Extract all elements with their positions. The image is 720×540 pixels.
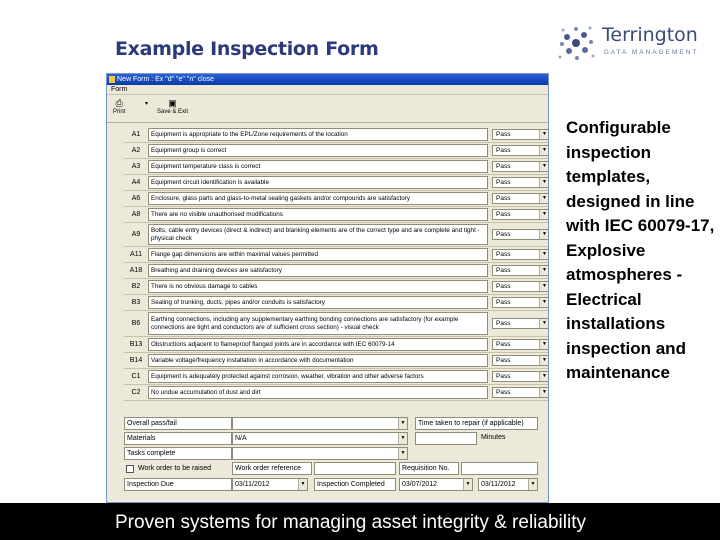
inspection-due-date[interactable]: 03/11/2012 ▼ bbox=[232, 478, 308, 491]
chevron-down-icon: ▼ bbox=[539, 146, 549, 155]
check-result-select[interactable] bbox=[492, 339, 549, 350]
requisition-input[interactable] bbox=[461, 462, 538, 475]
check-description: Sealing of trunking, ducts, pipes and/or conduits is satisfactory bbox=[148, 296, 488, 309]
minutes-input[interactable] bbox=[415, 432, 477, 445]
check-code: B6 bbox=[131, 320, 141, 327]
chevron-down-icon: ▼ bbox=[539, 340, 549, 349]
footer-text: Proven systems for managing asset integrity & reliability bbox=[115, 512, 586, 533]
check-row bbox=[124, 369, 549, 385]
check-code: B13 bbox=[129, 341, 143, 348]
check-description: Earthing connections, including any supplementary earthing bonding connections are satisfactory (for example connections are tight and conductors are of sufficient cross section) - visual check bbox=[148, 312, 488, 335]
check-code: B14 bbox=[129, 357, 143, 364]
chevron-down-icon: ▼ bbox=[539, 194, 549, 203]
chevron-down-icon: ▼ bbox=[539, 178, 549, 187]
overall-select[interactable] bbox=[232, 417, 408, 430]
overall-label: Overall pass/fail bbox=[124, 417, 232, 430]
checks-list bbox=[124, 127, 549, 401]
check-row bbox=[124, 295, 549, 311]
chevron-down-icon: ▼ bbox=[539, 372, 549, 381]
check-code: C2 bbox=[131, 389, 141, 396]
check-code: A9 bbox=[131, 231, 141, 238]
check-description: Equipment circuit identification is available bbox=[148, 176, 488, 189]
logo-tagline: DATA MANAGEMENT bbox=[604, 49, 699, 56]
tasks-label: Tasks complete bbox=[124, 447, 232, 460]
print-label: Print bbox=[113, 109, 126, 115]
inspection-form-window bbox=[106, 73, 549, 503]
check-description: Equipment temperature class is correct bbox=[148, 160, 488, 173]
chevron-down-icon: ▼ bbox=[539, 250, 549, 259]
calendar-dropdown-icon: ▼ bbox=[463, 479, 472, 490]
check-result-select[interactable] bbox=[492, 297, 549, 308]
check-result-value: Pass bbox=[496, 131, 511, 138]
time-label: Time taken to repair (if applicable) bbox=[415, 417, 538, 430]
check-description: Equipment is adequately protected against corrosion, weather, vibration and other adverse factors bbox=[148, 370, 488, 383]
check-result-value: Pass bbox=[496, 163, 511, 170]
check-result-select[interactable] bbox=[492, 318, 549, 329]
check-result-value: Pass bbox=[496, 320, 511, 327]
check-result-value: Pass bbox=[496, 341, 511, 348]
chevron-down-icon: ▼ bbox=[539, 319, 549, 328]
check-row bbox=[124, 279, 549, 295]
chevron-down-icon: ▼ bbox=[539, 356, 549, 365]
check-row bbox=[124, 159, 549, 175]
work-order-ref-input[interactable] bbox=[314, 462, 396, 475]
tasks-select[interactable] bbox=[232, 447, 408, 460]
check-code: B2 bbox=[131, 283, 141, 290]
check-row bbox=[124, 385, 549, 401]
check-code: A1 bbox=[131, 131, 141, 138]
printer-icon: ⎙ bbox=[115, 98, 123, 108]
check-code: A6 bbox=[131, 195, 141, 202]
check-result-value: Pass bbox=[496, 299, 511, 306]
calendar-dropdown-icon: ▼ bbox=[528, 479, 537, 490]
save-icon: ▣ bbox=[168, 98, 177, 108]
check-code: B3 bbox=[131, 299, 141, 306]
chevron-down-icon: ▼ bbox=[539, 210, 549, 219]
check-result-value: Pass bbox=[496, 211, 511, 218]
check-description: Equipment group is correct bbox=[148, 144, 488, 157]
check-result-value: Pass bbox=[496, 357, 511, 364]
check-description: Equipment is appropriate to the EPL/Zone requirements of the location bbox=[148, 128, 488, 141]
check-row bbox=[124, 337, 549, 353]
work-order-checkbox-label: Work order to be raised bbox=[138, 465, 212, 472]
materials-label: Materials bbox=[124, 432, 232, 445]
chevron-down-icon: ▼ bbox=[539, 388, 549, 397]
check-row bbox=[124, 311, 549, 337]
check-code: A8 bbox=[131, 211, 141, 218]
check-result-select[interactable] bbox=[492, 193, 549, 204]
check-result-value: Pass bbox=[496, 267, 511, 274]
menu-bar bbox=[107, 85, 548, 95]
check-result-select[interactable] bbox=[492, 387, 549, 398]
check-result-select[interactable] bbox=[492, 371, 549, 382]
check-description: Breathing and draining devices are satisfactory bbox=[148, 264, 488, 277]
check-code: C1 bbox=[131, 373, 141, 380]
inspection-completed-date[interactable]: 03/07/2012 ▼ bbox=[399, 478, 473, 491]
materials-select[interactable]: N/A ▼ bbox=[232, 432, 408, 445]
chevron-down-icon: ▼ bbox=[539, 298, 549, 307]
check-result-value: Pass bbox=[496, 283, 511, 290]
minutes-label: Minutes bbox=[481, 434, 506, 441]
window-title: New Form : Ex "d" "e" "n" close bbox=[117, 76, 214, 83]
chevron-down-icon: ▼ bbox=[539, 130, 549, 139]
chevron-down-icon: ▼ bbox=[398, 448, 407, 459]
check-row bbox=[124, 191, 549, 207]
check-result-value: Pass bbox=[496, 373, 511, 380]
check-result-select[interactable] bbox=[492, 229, 549, 240]
check-result-select[interactable] bbox=[492, 281, 549, 292]
check-code: A2 bbox=[131, 147, 141, 154]
work-order-ref-label: Work order reference bbox=[232, 462, 312, 475]
check-result-select[interactable] bbox=[492, 249, 549, 260]
chevron-down-icon: ▼ bbox=[539, 266, 549, 275]
check-code: A4 bbox=[131, 179, 141, 186]
check-result-select[interactable] bbox=[492, 209, 549, 220]
check-row bbox=[124, 127, 549, 143]
calendar-dropdown-icon: ▼ bbox=[298, 479, 307, 490]
check-result-select[interactable] bbox=[492, 129, 549, 140]
save-exit-button[interactable] bbox=[157, 98, 188, 115]
slide-footer bbox=[0, 503, 720, 540]
check-result-value: Pass bbox=[496, 195, 511, 202]
check-description: Variable voltage/frequency installation in accordance with documentation bbox=[148, 354, 488, 367]
check-description: Obstructions adjacent to flameproof flanged joints are in accordance with IEC 60079-14 bbox=[148, 338, 488, 351]
description-text: Configurable inspection templates, designed in line with IEC 60079-17, Explosive atmospheres - Electrical installations inspection and maintenance bbox=[566, 118, 715, 382]
print-button[interactable] bbox=[113, 98, 125, 115]
chevron-down-icon: ▼ bbox=[398, 433, 407, 444]
check-result-select[interactable] bbox=[492, 355, 549, 366]
check-result-value: Pass bbox=[496, 251, 511, 258]
logo-name: Terrington bbox=[602, 24, 698, 46]
check-result-value: Pass bbox=[496, 179, 511, 186]
check-code: A18 bbox=[129, 267, 143, 274]
logo-dots-icon bbox=[555, 22, 597, 64]
requisition-label: Requisition No. bbox=[399, 462, 459, 475]
check-result-select[interactable] bbox=[492, 265, 549, 276]
check-row bbox=[124, 223, 549, 247]
check-row bbox=[124, 175, 549, 191]
check-description: There are no visible unauthorised modifications bbox=[148, 208, 488, 221]
slide-title: Example Inspection Form bbox=[115, 38, 379, 60]
check-row bbox=[124, 143, 549, 159]
chevron-down-icon: ▼ bbox=[539, 282, 549, 291]
form-icon bbox=[109, 76, 115, 83]
check-result-select[interactable] bbox=[492, 177, 549, 188]
check-description: Flange gap dimensions are within maximal values permitted bbox=[148, 248, 488, 261]
inspection-completed-label: Inspection Completed bbox=[314, 478, 396, 491]
form-toolbar bbox=[107, 95, 548, 123]
check-result-value: Pass bbox=[496, 231, 511, 238]
check-result-select[interactable] bbox=[492, 161, 549, 172]
check-result-value: Pass bbox=[496, 147, 511, 154]
check-code: A3 bbox=[131, 163, 141, 170]
company-logo bbox=[555, 20, 705, 64]
next-inspection-date[interactable]: 03/11/2012 ▼ bbox=[478, 478, 538, 491]
check-description: Bolts, cable entry devices (direct & indirect) and blanking elements are of the correct type and are complete and tight - physical check bbox=[148, 224, 488, 245]
work-order-checkbox[interactable] bbox=[126, 465, 134, 473]
check-row bbox=[124, 263, 549, 279]
chevron-down-icon: ▼ bbox=[539, 162, 549, 171]
save-exit-label: Save & Exit bbox=[157, 109, 189, 115]
check-code: A11 bbox=[130, 251, 142, 258]
dropdown-arrow-icon[interactable]: ▾ bbox=[145, 101, 149, 107]
chevron-down-icon: ▼ bbox=[398, 418, 407, 429]
check-description: No undue accumulation of dust and dirt bbox=[148, 386, 488, 399]
window-titlebar bbox=[107, 74, 548, 85]
check-description: There is no obvious damage to cables bbox=[148, 280, 488, 293]
check-description: Enclosure, glass parts and glass-to-metal sealing gaskets and/or compounds are satisfactory bbox=[148, 192, 488, 205]
check-result-value: Pass bbox=[496, 389, 511, 396]
check-row bbox=[124, 353, 549, 369]
check-row bbox=[124, 207, 549, 223]
inspection-due-label: Inspection Due bbox=[124, 478, 232, 491]
menu-form[interactable]: Form bbox=[111, 86, 128, 93]
chevron-down-icon: ▼ bbox=[539, 230, 549, 239]
check-row bbox=[124, 247, 549, 263]
check-result-select[interactable] bbox=[492, 145, 549, 156]
